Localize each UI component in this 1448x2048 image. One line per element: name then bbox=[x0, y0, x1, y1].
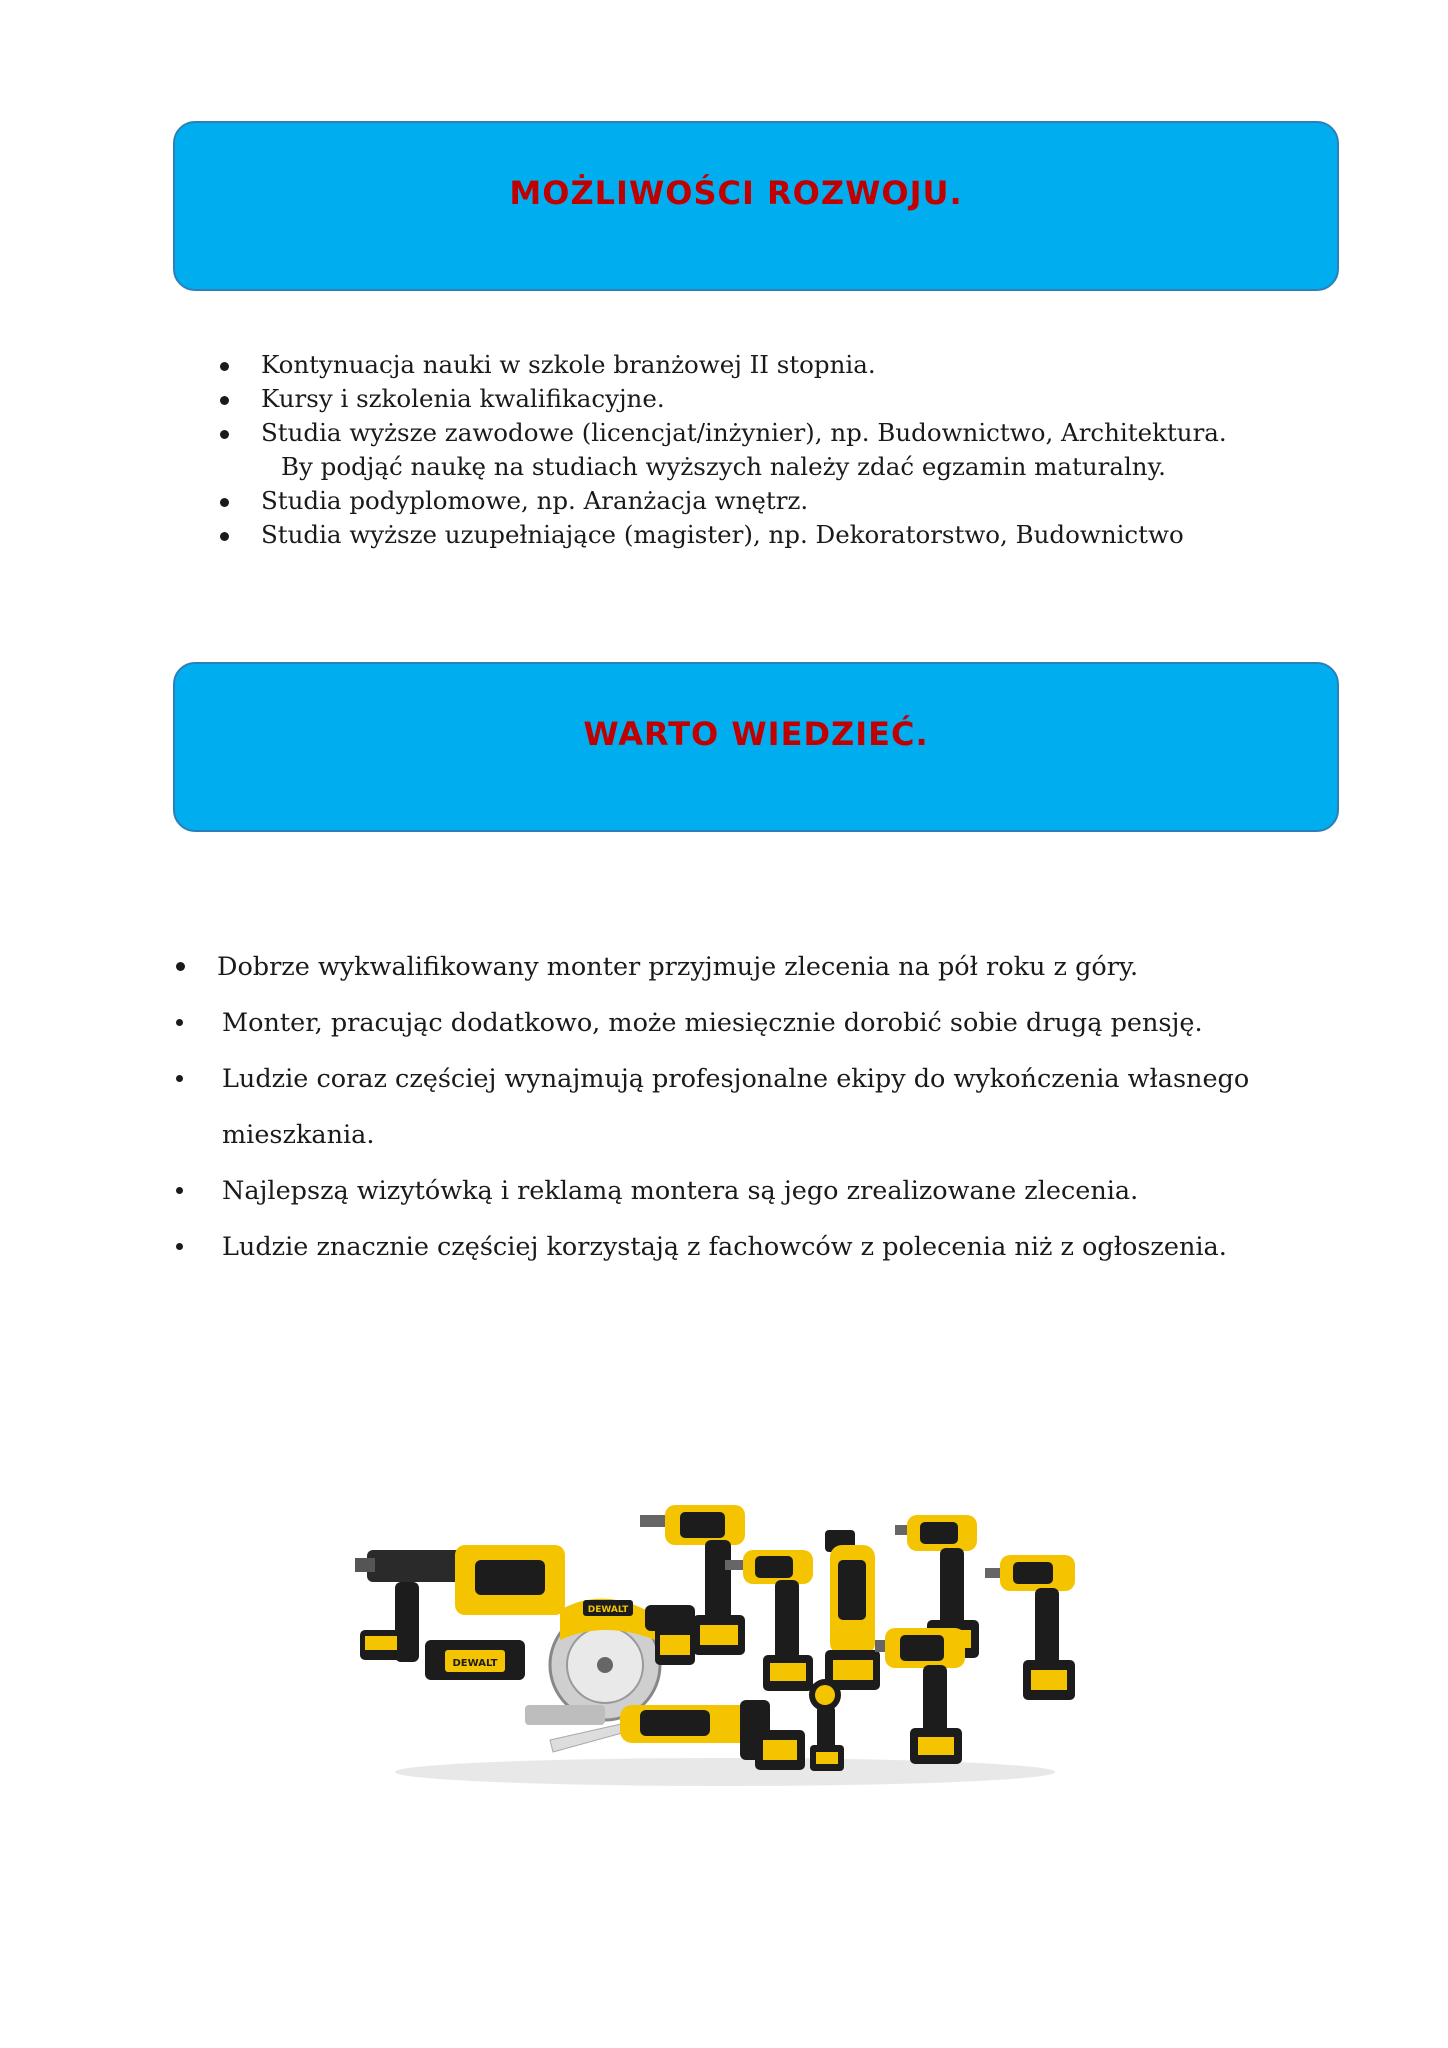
list-item bbox=[216, 416, 1316, 484]
list-item bbox=[216, 382, 1316, 416]
section-banner-warto-wiedziec bbox=[173, 662, 1339, 832]
bullet-icon bbox=[220, 498, 229, 507]
section-title: WARTO WIEDZIEĆ. bbox=[583, 714, 929, 753]
list-item bbox=[216, 348, 1316, 382]
rotary-hammer-icon bbox=[355, 1545, 565, 1680]
section-banner-mozliwosci bbox=[173, 121, 1339, 291]
bullet-icon bbox=[176, 1187, 183, 1194]
list-item bbox=[172, 1163, 1322, 1219]
list-item-text: Ludzie coraz częściej wynajmują profesjonalne ekipy do wykończenia własnego bbox=[222, 1064, 1250, 1094]
list-item-text: Studia podyplomowe, np. Aranżacja wnętrz. bbox=[261, 486, 809, 515]
bullet-icon bbox=[176, 1075, 183, 1082]
list-item bbox=[172, 1051, 1322, 1163]
list-item-text: Studia wyższe uzupełniające (magister), np. Dekoratorstwo, Budownictwo bbox=[261, 520, 1184, 549]
list-item bbox=[216, 484, 1316, 518]
list-item-text: Ludzie znacznie częściej korzystają z fachowców z polecenia niż z ogłoszenia. bbox=[222, 1232, 1227, 1262]
section-title: MOŻLIWOŚCI ROZWOJU. bbox=[509, 173, 963, 212]
right-angle-drill-icon bbox=[825, 1530, 880, 1690]
brand-label: DEWALT bbox=[587, 1605, 629, 1615]
list-item-continuation: mieszkania. bbox=[222, 1120, 375, 1150]
list-item bbox=[172, 1219, 1322, 1275]
list-item-text: Studia wyższe zawodowe (licencjat/inżynier), np. Budownictwo, Architektura. bbox=[261, 418, 1227, 447]
development-options-list bbox=[216, 348, 1316, 552]
list-item-text: Najlepszą wizytówką i reklamą montera są jego zrealizowane zlecenia. bbox=[222, 1176, 1139, 1206]
bullet-icon bbox=[220, 430, 229, 439]
list-item-text: Kontynuacja nauki w szkole branżowej II stopnia. bbox=[261, 350, 876, 379]
brand-label: DEWALT bbox=[452, 1658, 498, 1669]
list-item-text: Monter, pracując dodatkowo, może miesięcznie dorobić sobie drugą pensję. bbox=[222, 1008, 1203, 1038]
good-to-know-list bbox=[172, 939, 1322, 1275]
power-tools-illustration bbox=[355, 1490, 1095, 1790]
list-item-continuation: By podjąć naukę na studiach wyższych należy zdać egzamin maturalny. bbox=[281, 452, 1166, 481]
list-item-text: Kursy i szkolenia kwalifikacyjne. bbox=[261, 384, 665, 413]
bullet-icon bbox=[176, 962, 185, 971]
list-item bbox=[216, 518, 1316, 552]
bullet-icon bbox=[220, 396, 229, 405]
impact-wrench-icon bbox=[875, 1628, 965, 1764]
list-item bbox=[172, 939, 1322, 995]
bullet-icon bbox=[220, 362, 229, 371]
bullet-icon bbox=[220, 532, 229, 541]
bullet-icon bbox=[176, 1019, 183, 1026]
compact-drill-icon bbox=[985, 1555, 1075, 1700]
list-item-text: Dobrze wykwalifikowany monter przyjmuje zlecenia na pół roku z góry. bbox=[217, 952, 1139, 982]
flashlight-icon bbox=[809, 1679, 844, 1771]
list-item bbox=[172, 995, 1322, 1051]
bullet-icon bbox=[176, 1243, 183, 1250]
